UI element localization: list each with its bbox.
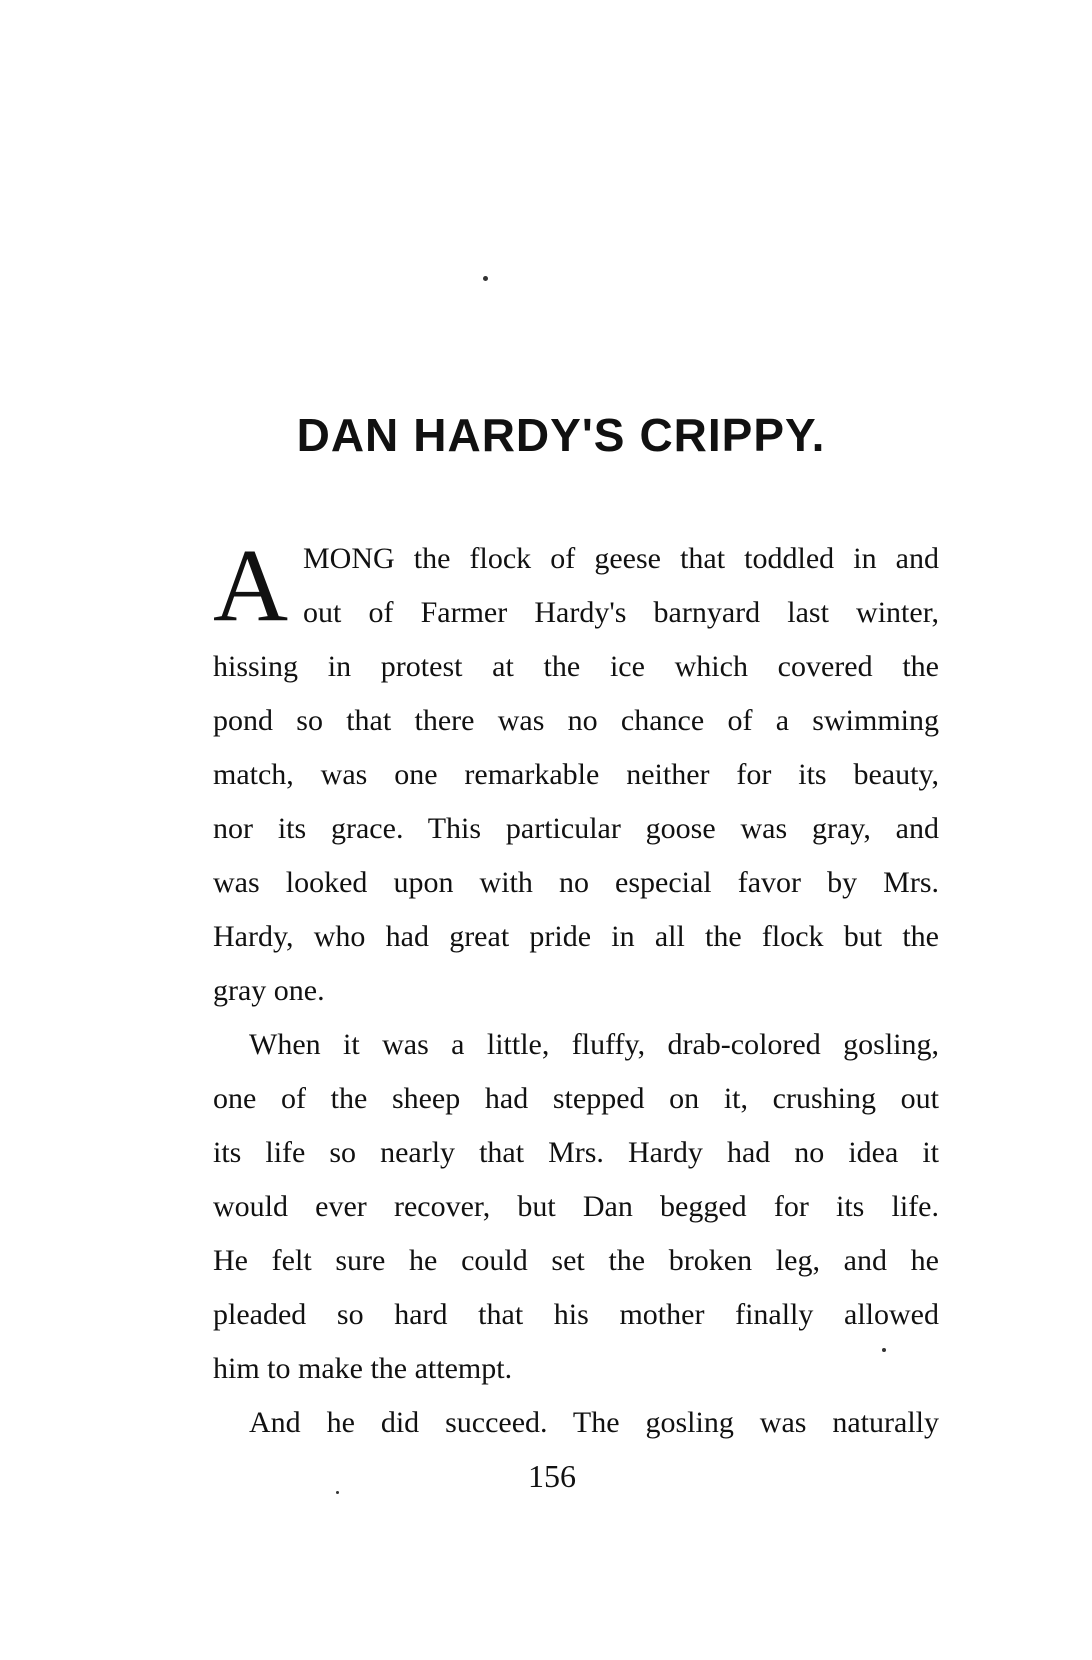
text-line: him to make the attempt. bbox=[213, 1352, 513, 1385]
paragraph-1 bbox=[213, 528, 939, 1018]
page-number: 156 bbox=[528, 1458, 576, 1494]
text-line: When it was a little, fluffy, drab-colored gosling, bbox=[249, 1028, 939, 1061]
text-line: one of the sheep had stepped on it, crushing out bbox=[213, 1082, 939, 1115]
chapter-title: DAN HARDY'S CRIPPY. bbox=[296, 409, 826, 461]
ink-speck bbox=[483, 276, 488, 281]
text-line: MONG the flock of geese that toddled in and bbox=[303, 542, 939, 575]
paragraph-3 bbox=[213, 1396, 939, 1450]
text-line: nor its grace. This particular goose was gray, and bbox=[213, 812, 939, 845]
text-line: its life so nearly that Mrs. Hardy had no idea it bbox=[213, 1136, 939, 1169]
text-line: And he did succeed. The gosling was naturally bbox=[249, 1406, 939, 1439]
text-line: pond so that there was no chance of a swimming bbox=[213, 704, 939, 737]
text-line: hissing in protest at the ice which covered the bbox=[213, 650, 939, 683]
text-line: was looked upon with no especial favor by Mrs. bbox=[213, 866, 939, 899]
text-line: would ever recover, but Dan begged for its life. bbox=[213, 1190, 939, 1223]
text-line: gray one. bbox=[213, 974, 325, 1007]
text-line: match, was one remarkable neither for its beauty, bbox=[213, 758, 939, 791]
text-line: He felt sure he could set the broken leg, and he bbox=[213, 1244, 939, 1277]
text-line: out of Farmer Hardy's barnyard last winter, bbox=[303, 596, 939, 629]
drop-cap: A bbox=[213, 528, 289, 643]
text-line: pleaded so hard that his mother finally allowed bbox=[213, 1298, 939, 1331]
text-line: Hardy, who had great pride in all the flock but the bbox=[213, 920, 939, 953]
paragraph-2 bbox=[213, 1018, 939, 1396]
